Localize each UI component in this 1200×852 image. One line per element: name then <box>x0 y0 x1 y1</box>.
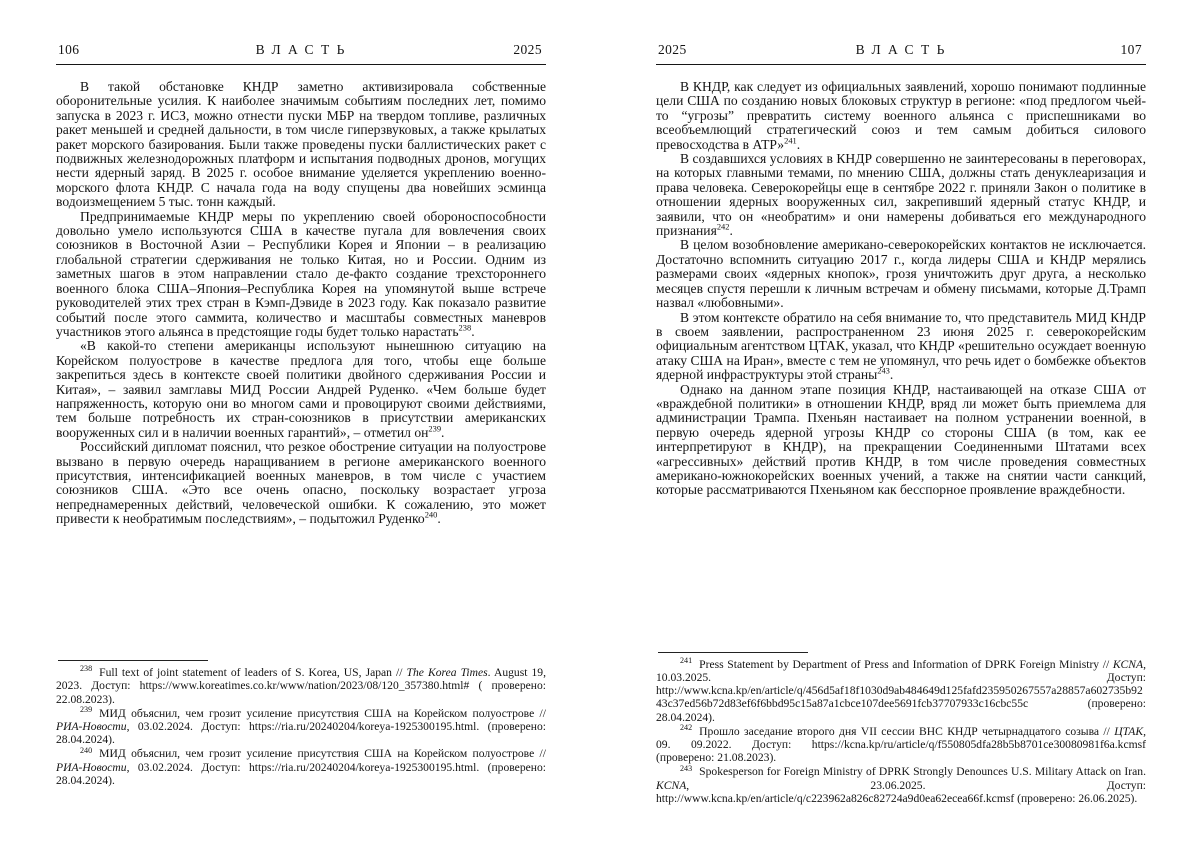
paragraph-tail: . <box>441 424 445 440</box>
body-paragraph <box>656 311 1146 383</box>
page-header <box>656 42 1146 65</box>
footnote-item <box>656 722 1146 765</box>
footnote-item <box>656 765 1146 805</box>
footnote-item <box>56 704 546 747</box>
footnote-ref: 243 <box>877 365 890 376</box>
footnote-ref: 242 <box>716 221 730 232</box>
footnote-text: Spokesperson for Foreign Ministry of DPRK Strongly Denounces U.S. Military Attack on Iran. KCNA, 23.06.2025. Доступ: http://www.kcna.kp/en/article/q/c223962a826c82724a9d0ea62ecea66f.kcmsf (проверено: 26.06.2025). <box>656 765 1146 805</box>
footnote-marker: 239 <box>80 704 93 714</box>
footnote-item <box>56 747 546 787</box>
footnote-text: МИД объяснил, чем грозит усиление присутствия США на Корейском полуострове // РИА-Новости, 03.02.2024. Доступ: https://ria.ru/20240204/koreya-1925300195.html. (проверено: 28.04.2024). <box>56 747 546 787</box>
page-number: 107 <box>1120 42 1142 57</box>
paragraph-tail: . <box>437 511 441 527</box>
journal-title: ВЛАСТЬ <box>255 42 352 57</box>
paragraph-text: В КНДР, как следует из официальных заявлений, хорошо понимают подлинные цели США по созданию новых блоковых структур в регионе: «под предлогом чьей-то “угрозы” превратить систему военного альянса с приспешниками во всеобъемлющий стратегический союз и тем самым добиться силового превосходства в АТР» <box>656 79 1146 152</box>
paragraph-text: Предпринимаемые КНДР меры по укреплению своей обороноспособности довольно умело используются США в качестве пугала для вовлечения своих союзников в Восточной Азии – Республики Корея и Японии – в реализацию глобальной стратегии сдерживания не только Китая, но и России. Одним из заметных шагов в этом направлении стало де-факто создание трехстороннего военного блока США–Япония–Республика Корея на упомянутой выше встрече руководителей этих трех стран в Кэмп-Дэвиде в 2023 году. Как показало развитие событий после этого саммита, количество и масштабы совместных маневров участников этого альянса в предстоящие годы будет только нарастать <box>56 208 546 339</box>
body-paragraph <box>56 440 546 526</box>
body-paragraph <box>56 80 546 210</box>
page-body <box>656 80 1146 498</box>
footnote-ref: 238 <box>458 322 472 333</box>
paragraph-tail: . <box>729 223 733 239</box>
footnote-marker: 241 <box>680 655 693 665</box>
body-paragraph <box>656 238 1146 310</box>
paragraph-text: В создавшихся условиях в КНДР совершенно не заинтересованы в переговорах, на которых главными темами, по мнению США, должны стать денуклеаризация и права человека. Северокорейцы еще в сентябре 2022 г. приняли Закон о политике в отношении ядерных вооруженных сил, закрепивший ядерный статус КНДР, и заявили, что он «необратим» и они намерены добиваться его международного признания <box>656 151 1146 239</box>
year-label: 2025 <box>658 42 687 57</box>
footnote-ref: 241 <box>784 135 797 146</box>
footnote-marker: 243 <box>680 763 693 773</box>
footnote-ref: 240 <box>424 509 438 520</box>
footnote-text: Прошло заседание второго дня VII сессии ВНС КНДР четырнадцатого созыва // ЦТАК, 09. 09.2022. Доступ: https://kcna.kp/ru/article/q/f550805dfa28b5b8701ce30080981f6a.kcmsf (проверено: 21.08.2023). <box>656 724 1146 765</box>
footnote-marker: 240 <box>80 745 93 755</box>
footnote-marker: 238 <box>80 664 93 674</box>
body-paragraph <box>656 383 1146 498</box>
year-label: 2025 <box>513 42 542 57</box>
footnote-item <box>56 666 546 706</box>
paragraph-tail: . <box>471 323 475 339</box>
body-paragraph <box>56 339 546 440</box>
paragraph-text: В такой обстановке КНДР заметно активизировала собственные оборонительные усилия. К наиболее значимым событиям последних лет, помимо запуска в 2023 г. ИСЗ, можно отнести пуски МБР на твердом топливе, различных ракет меньшей и средней дальности, в том числе гиперзвуковых, а также крылатых ракет морского базирования. Были также проведены пуски баллистических ракет с подвижных железнодорожных платформ и испытания подводных дронов, могущих нести ядерный заряд. В 2025 г. особое внимание уделяется укреплению военно-морского флота КНДР. С начала года на воду спущены два новейших эсминца водоизмещением 5 тыс. тонн каждый. <box>56 79 546 210</box>
page-body <box>56 80 546 527</box>
footnotes-section <box>656 652 1146 806</box>
page-header <box>56 42 546 65</box>
footnote-text: Press Statement by Department of Press and Information of DPRK Foreign Ministry // KCNA, 10.03.2025. Доступ: http://www.kcna.kp/en/article/q/456d5af18f1030d9ab484649d125fafd235950267557a28857a602735b9243c37ed56b72d83ef6f6bbd95c15a87a1cbce107dee5691fcb37707933c16cbc55c (проверено: 28.04.2024). <box>656 657 1146 724</box>
paragraph-text: «В какой-то степени американцы используют нынешнюю ситуацию на Корейском полуострове в качестве предлога для того, чтобы еще больше закрепиться здесь в контексте своей политики двойного сдерживания России и Китая», – заявил замглавы МИД России Андрей Руденко. «Чем больше будет напряженность, которую они во многом сами и провоцируют своими действиями, тем больше потребность их стран-союзников в присутствии американских вооруженных сил и в наличии военных гарантий», – отметил он <box>56 338 546 440</box>
page-number: 106 <box>58 42 80 57</box>
footnotes-section <box>56 660 546 788</box>
footnote-text: Full text of joint statement of leaders of S. Korea, US, Japan // The Korea Times. August 19, 2023. Доступ: https://www.koreatimes.co.kr/www/nation/2023/08/120_357380.html# ( проверено: 22.08.2023). <box>56 666 546 706</box>
body-paragraph <box>656 80 1146 152</box>
footnote-ref: 239 <box>428 423 442 434</box>
footnote-marker: 242 <box>680 722 693 732</box>
paragraph-text: Российский дипломат пояснил, что резкое обострение ситуации на полуострове вызвано в первую очередь наращиванием в регионе американского военного присутствия, интенсификацией военных маневров, в том числе с участием союзников США. «Это все очень опасно, поскольку возрастает угроза непреднамеренных действий, человеческой ошибки. К сожалению, это может привести к необратимым последствиям», – подытожил Руденко <box>56 439 546 527</box>
paragraph-text: Однако на данном этапе позиция КНДР, настаивающей на отказе США от «враждебной политики» в отношении КНДР, вряд ли может быть приемлема для администрации Трампа. Пхеньян настаивает на полном устранении военной, в первую очередь ядерной угрозы КНДР со стороны США (в том, как ее интерпретируют в КНДР), на прекращении Соединенными Штатами всех «агрессивных» действий против КНДР, в том числе проведения совместных американо-южнокорейских военных учений, а также на снятии части санкций, которые рассматриваются Пхеньяном как бесспорное проявление враждебности. <box>656 381 1146 498</box>
footnote-text: МИД объяснил, чем грозит усиление присутствия США на Корейском полуострове // РИА-Новости, 03.02.2024. Доступ: https://ria.ru/20240204/koreya-1925300195.html. (проверено: 28.04.2024). <box>56 706 546 747</box>
journal-title: ВЛАСТЬ <box>855 42 952 57</box>
paragraph-text: В этом контексте обратило на себя внимание то, что представитель МИД КНДР в своем заявлении, распространенном 23 июня 2025 г. северокорейским официальным агентством ЦТАК, указал, что КНДР «решительно осуждает военную атаку США на Иран», вместе с тем не упомянул, что речь идет о бомбежке объектов ядерной инфраструктуры этой страны <box>656 309 1146 383</box>
paragraph-tail: . <box>889 367 894 383</box>
body-paragraph <box>656 152 1146 238</box>
footnote-separator <box>58 660 208 661</box>
footnote-item <box>656 655 1146 724</box>
page-right <box>600 0 1200 852</box>
paragraph-tail: . <box>796 136 801 152</box>
paragraph-text: В целом возобновление американо-северокорейских контактов не исключается. Достаточно вспомнить ситуацию 2017 г., когда лидеры США и КНДР мерялись размерами своих «ядерных кнопок», грозя уничтожить друг друга, а несколько месяцев спустя перешли к личным встречам и обмену письмами, которые Д.Трамп назвал «любовными». <box>656 237 1146 311</box>
footnote-separator <box>658 652 808 653</box>
body-paragraph <box>56 210 546 340</box>
